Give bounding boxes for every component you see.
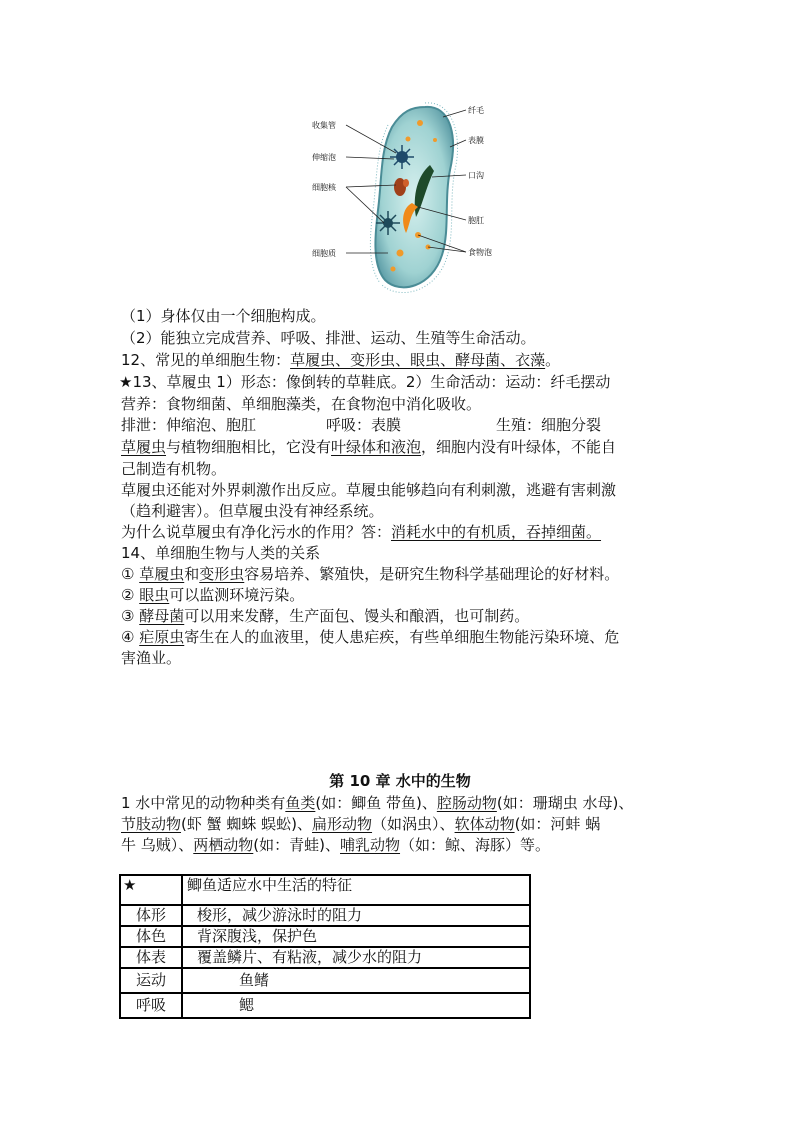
underlined-segment: 两栖动物 <box>193 836 254 854</box>
text-segment: 排泄：伸缩泡、胞肛 <box>121 416 257 434</box>
text-line-13 <box>121 565 619 584</box>
table-row <box>120 905 530 926</box>
text-segment: 1 水中常见的动物种类有 <box>121 794 286 812</box>
underlined-segment: 草履虫、变形虫、眼虫、酵母菌、衣藻 <box>290 351 546 369</box>
text-line-4: ★13、草履虫 1）形态：像倒转的草鞋底。2）生命活动：运动：纤毛摆动 <box>119 373 611 391</box>
text-line-3 <box>121 351 560 370</box>
text-line-1: （1）身体仅由一个细胞构成。 <box>121 307 326 325</box>
text-line-6 <box>121 416 601 435</box>
table-row <box>120 947 530 968</box>
table-cell-label: 运动 <box>120 968 182 993</box>
table-header-title: 鲫鱼适应水中生活的特征 <box>182 875 530 905</box>
table-cell-value: 鱼鳍 <box>182 968 530 993</box>
table-row <box>120 993 530 1018</box>
text-segment: (如：鲫鱼 带鱼)、 <box>315 794 437 812</box>
fish-adaptation-table <box>119 874 531 1019</box>
table-cell-label: 呼吸 <box>120 993 182 1018</box>
label-xibaohe: 细胞核 <box>312 183 336 192</box>
chapter-para-line-2 <box>121 815 600 834</box>
text-segment: (如：青蛙)、 <box>253 836 341 854</box>
text-segment: 容易培养、繁殖快，是研究生物科学基础理论的好材料。 <box>244 565 620 583</box>
text-line-9: 草履虫还能对外界刺激作出反应。草履虫能够趋向有利刺激，逃避有害刺激 <box>121 481 617 499</box>
text-segment: ④ <box>121 628 140 646</box>
text-segment: ，细胞内没有叶绿体，不能自 <box>421 438 617 456</box>
table-row <box>120 968 530 993</box>
text-line-14 <box>121 586 304 605</box>
label-kougou: 口沟 <box>468 171 484 180</box>
label-xianmao: 纤毛 <box>468 106 484 115</box>
text-line-8: 己制造有机物。 <box>121 460 227 478</box>
text-segment: （如：鲸、海豚）等。 <box>400 836 551 854</box>
text-segment: 牛 乌贼）、 <box>121 836 194 854</box>
table-header-star: ★ <box>120 875 182 905</box>
label-shoujiguan: 收集管 <box>312 121 336 130</box>
underlined-segment: 眼虫 <box>139 586 170 604</box>
text-line-5: 营养：食物细菌、单细胞藻类，在食物泡中消化吸收。 <box>121 395 482 413</box>
table-cell-label: 体色 <box>120 926 182 947</box>
text-segment: 可以用来发酵，生产面包、馒头和酿酒，也可制药。 <box>184 607 530 625</box>
paramecium-diagram <box>300 95 510 300</box>
chapter-title: 第 10 章 水中的生物 <box>329 772 471 790</box>
table-row <box>120 926 530 947</box>
text-segment: （如涡虫）、 <box>372 815 455 833</box>
label-baogang: 胞肛 <box>468 216 484 225</box>
text-segment: (如：河蚌 蜗 <box>514 815 601 833</box>
underlined-segment: 变形虫 <box>199 565 245 583</box>
label-shiwupao: 食物泡 <box>468 248 492 257</box>
table-cell-value: 鳃 <box>182 993 530 1018</box>
text-segment: 寄生在人的血液里，使人患疟疾，有些单细胞生物能污染环境、危 <box>184 628 620 646</box>
text-line-12: 14、单细胞生物与人类的关系 <box>121 544 321 562</box>
underlined-segment: 酵母菌 <box>139 607 185 625</box>
underlined-segment: 哺乳动物 <box>340 836 401 854</box>
text-line-15 <box>121 607 529 626</box>
text-segment: 生殖：细胞分裂 <box>496 416 602 434</box>
text-segment: 。 <box>545 351 561 369</box>
table-cell-label: 体形 <box>120 905 182 926</box>
underlined-segment: 软体动物 <box>454 815 515 833</box>
cell-body <box>375 107 453 287</box>
text-line-17: 害渔业。 <box>121 649 182 667</box>
table-cell-value: 背深腹浅，保护色 <box>182 926 530 947</box>
text-segment: ③ <box>121 607 140 625</box>
text-segment: 可以监测环境污染。 <box>169 586 305 604</box>
text-segment: 为什么说草履虫有净化污水的作用？答： <box>121 523 392 541</box>
chapter-para-line-1 <box>121 794 633 813</box>
underlined-segment: 草履虫 <box>139 565 185 583</box>
label-biaomo: 表膜 <box>468 136 484 145</box>
text-segment: ① <box>121 565 140 583</box>
text-line-10: （趋利避害）。但草履虫没有神经系统。 <box>121 502 384 520</box>
text-segment: (虾 蟹 蜘蛛 蜈蚣)、 <box>181 815 313 833</box>
underlined-segment: 鱼类 <box>285 794 316 812</box>
text-segment: 和 <box>184 565 200 583</box>
underlined-segment: 腔肠动物 <box>436 794 497 812</box>
text-segment: ② <box>121 586 140 604</box>
text-segment: 呼吸：表膜 <box>326 416 402 434</box>
label-xibaozhi: 细胞质 <box>312 249 336 258</box>
text-line-16 <box>121 628 619 647</box>
text-line-11 <box>121 523 601 542</box>
chapter-para-line-3 <box>121 836 550 855</box>
paramecium-figure <box>300 95 510 300</box>
underlined-segment: 扁形动物 <box>312 815 373 833</box>
label-shensuopao: 伸缩泡 <box>312 153 336 162</box>
underlined-segment: 疟原虫 <box>139 628 185 646</box>
underlined-segment: 草履虫 <box>121 438 167 456</box>
underlined-segment: 消耗水中的有机质，吞掉细菌。 <box>391 523 602 541</box>
text-line-2: （2）能独立完成营养、呼吸、排泄、运动、生殖等生命活动。 <box>121 329 536 347</box>
underlined-segment: 叶绿体和液泡 <box>331 438 422 456</box>
text-segment: (如：珊瑚虫 水母)、 <box>496 794 634 812</box>
underlined-segment: 节肢动物 <box>121 815 182 833</box>
table-cell-value: 覆盖鳞片、有粘液，减少水的阻力 <box>182 947 530 968</box>
table-header-row <box>120 875 530 905</box>
text-segment: 12、常见的单细胞生物： <box>121 351 291 369</box>
table-cell-value: 梭形，减少游泳时的阻力 <box>182 905 530 926</box>
table-cell-label: 体表 <box>120 947 182 968</box>
text-line-7 <box>121 438 616 457</box>
text-segment: 与植物细胞相比，它没有 <box>166 438 332 456</box>
